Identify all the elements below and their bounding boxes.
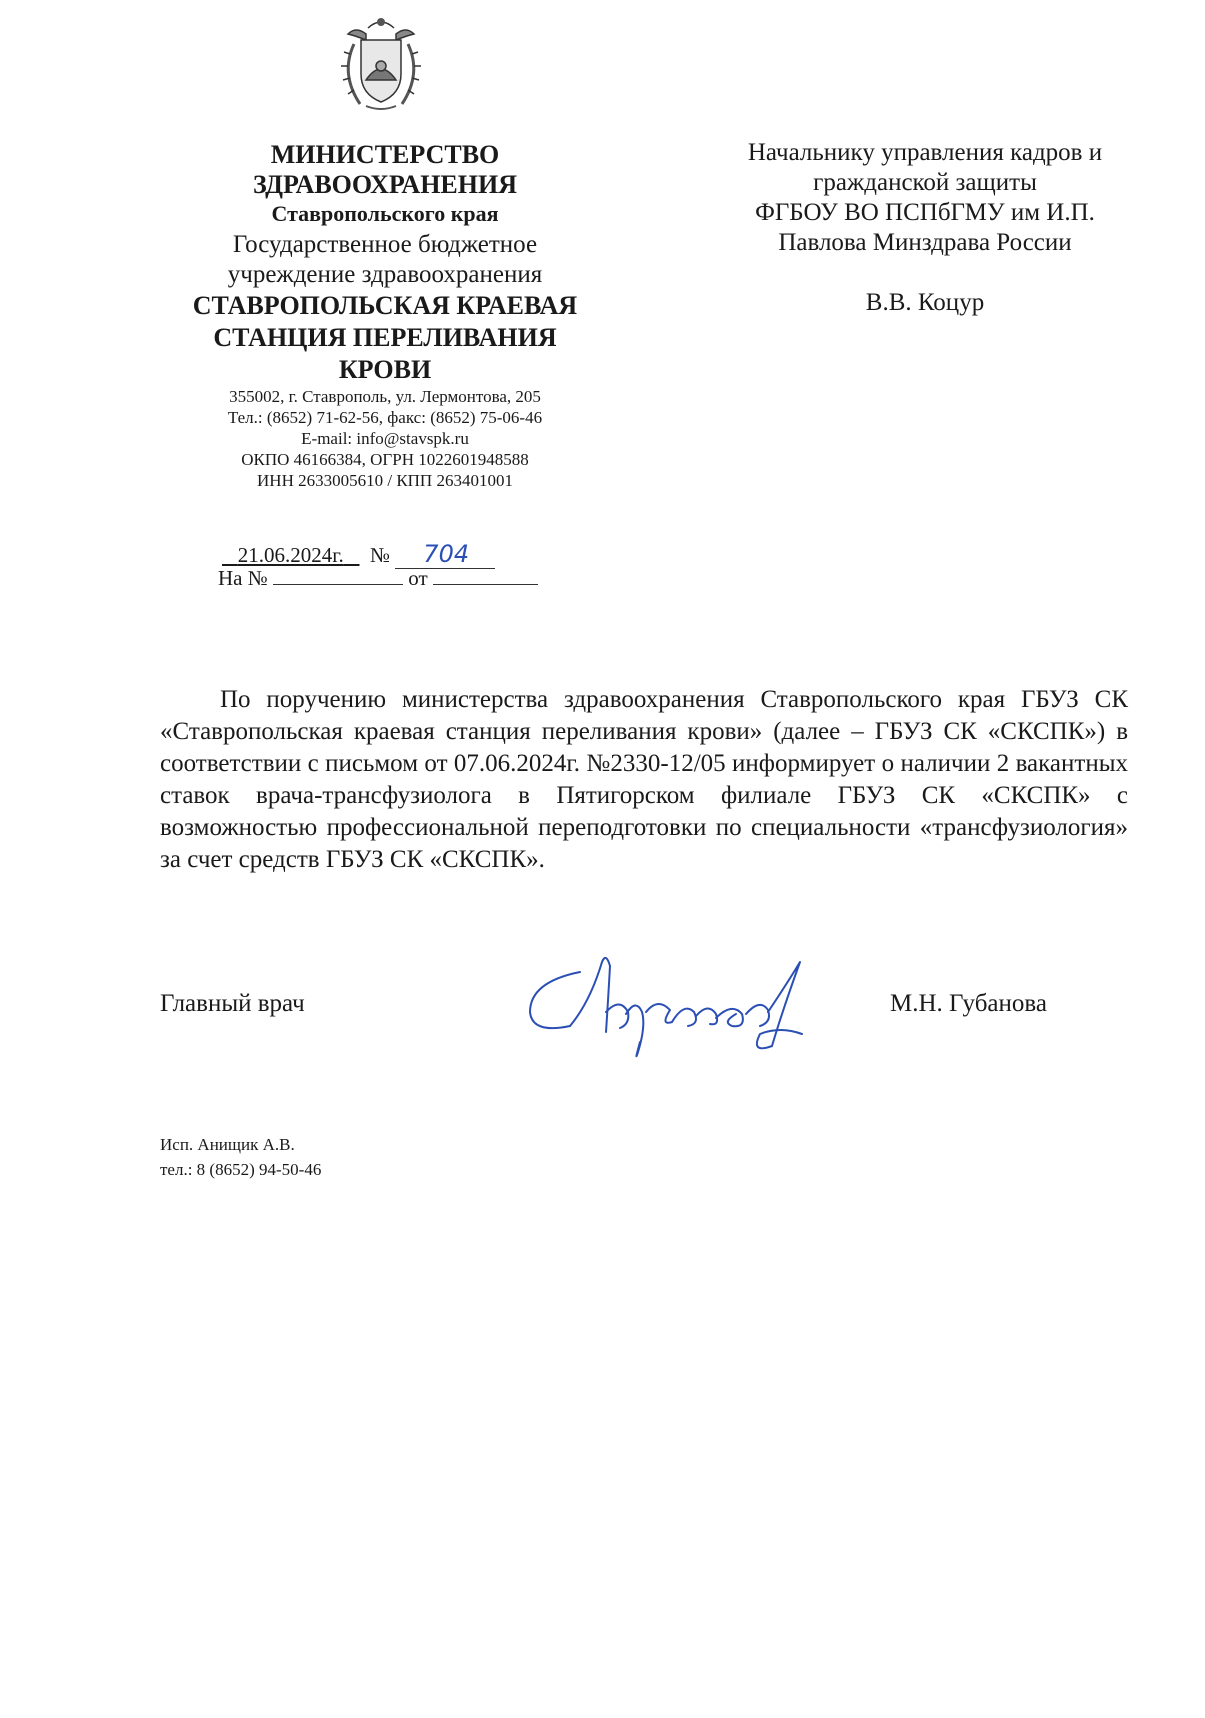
addressee-block: Начальнику управления кадров и гражданской защиты ФГБОУ ВО ПСПбГМУ им И.П. Павлова Минздрава России В.В. Коцур xyxy=(690,138,1160,318)
outgoing-number: 704 xyxy=(395,540,495,569)
coat-of-arms-icon xyxy=(326,14,436,114)
reference-line xyxy=(218,566,578,591)
sender-email: E-mail: info@stavspk.ru xyxy=(301,429,469,448)
institution-type: Государственное бюджетное учреждение здравоохранения xyxy=(227,231,543,288)
sender-inn-kpp: ИНН 2633005610 / КПП 263401001 xyxy=(257,471,513,490)
sender-address: 355002, г. Ставрополь, ул. Лермонтова, 205 xyxy=(229,387,541,406)
sender-okpo-ogrn: ОКПО 46166384, ОГРН 1022601948588 xyxy=(241,450,529,469)
ref-number-blank xyxy=(273,566,403,585)
sender-header xyxy=(150,140,620,491)
signatory-name: М.Н. Губанова xyxy=(890,990,1047,1017)
signatory-title: Главный врач xyxy=(160,990,305,1017)
number-label: № xyxy=(370,543,391,567)
executor-name: Исп. Анищик А.В. xyxy=(160,1135,295,1154)
ref-date-blank xyxy=(433,566,538,585)
letter-body: По поручению министерства здравоохранения Ставропольского края ГБУЗ СК «Ставропольская краевая станция переливания крови» (далее – ГБУЗ СК «СКСПК») в соответствии с письмом от 07.06.2024г. №2330-12/05 информирует о наличии 2 вакантных ставок врача-трансфузиолога в Пятигорском филиале ГБУЗ СК «СКСПК» с возможностью профессиональной переподготовки по специальности «трансфузиология» за счет средств ГБУЗ СК «СКСПК». xyxy=(160,686,1128,873)
from-label: от xyxy=(408,566,428,590)
outgoing-date: 21.06.2024г. xyxy=(237,543,344,567)
outgoing-date-number xyxy=(222,540,562,569)
institution-name: СТАВРОПОЛЬСКАЯ КРАЕВАЯ СТАНЦИЯ ПЕРЕЛИВАНИЯ КРОВИ xyxy=(192,291,578,384)
handwritten-signature xyxy=(510,942,820,1072)
region-title: Ставропольского края xyxy=(271,201,499,226)
addressee-name: В.В. Коцур xyxy=(865,289,985,316)
ministry-title: МИНИСТЕРСТВО ЗДРАВООХРАНЕНИЯ xyxy=(252,140,517,199)
sender-phone: Тел.: (8652) 71-62-56, факс: (8652) 75-06-46 xyxy=(227,408,543,427)
executor-block xyxy=(160,1132,321,1182)
executor-phone: тел.: 8 (8652) 94-50-46 xyxy=(160,1160,322,1179)
ref-label: На № xyxy=(218,566,268,590)
